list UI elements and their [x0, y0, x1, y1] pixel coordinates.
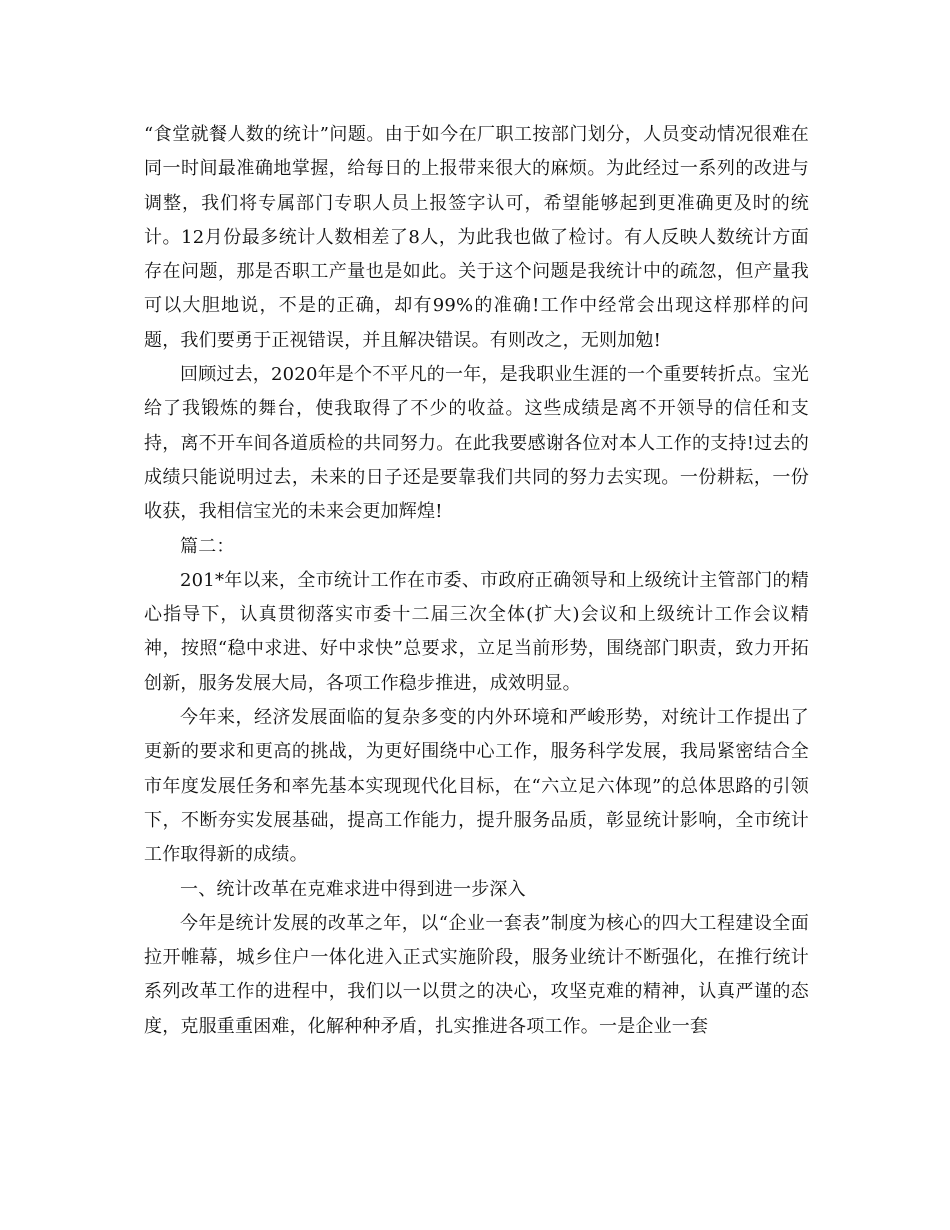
paragraph-reform-year: 今年是统计发展的改革之年，以“企业一套表”制度为核心的四大工程建设全面拉开帷幕，城乡住户一体化进入正式实施阶段，服务业统计不断强化，在推行统计系列改革工作的进程中，我们以一以贯之的决心，攻坚克难的精神，认真严谨的态度，克服重重困难，化解种种矛盾，扎实推进各项工作。一是企业一套 — [144, 912, 809, 1037]
paragraph-city-statistics-intro: 201*年以来，全市统计工作在市委、市政府正确领导和上级统计主管部门的精心指导下，认真贯彻落实市委十二届三次全体(扩大)会议和上级统计工作会议精神，按照“稳中求进、好中求快”总要求，立足当前形势，围绕部门职责，致力开拓创新，服务发展大局，各项工作稳步推进，成效明显。 — [144, 569, 809, 694]
paragraph-this-year-challenges: 今年来，经济发展面临的复杂多变的内外环境和严峻形势，对统计工作提出了更新的要求和更高的挑战，为更好围绕中心工作，服务科学发展，我局紧密结合全市年度发展任务和率先基本实现现代化目标，在“六立足六体现”的总体思路的引领下，不断夯实发展基础，提高工作能力，提升服务品质，彰显统计影响，全市统计工作取得新的成绩。 — [144, 707, 809, 866]
paragraph-review-2020: 回顾过去，2020年是个不平凡的一年，是我职业生涯的一个重要转折点。宝光给了我锻炼的舞台，使我取得了不少的收益。这些成绩是离不开领导的信任和支持，离不开车间各道质检的共同努力。在此我要感谢各位对本人工作的支持!过去的成绩只能说明过去，未来的日子还是要靠我们共同的努力去实现。一份耕耘，一份收获，我相信宝光的未来会更加辉煌! — [144, 364, 810, 523]
section-heading-reform: 一、统计改革在克难求进中得到进一步深入 — [180, 878, 526, 900]
section-heading-part-two: 篇二： — [180, 535, 235, 557]
document-body — [144, 118, 809, 1044]
paragraph-canteen-statistics: “食堂就餐人数的统计”问题。由于如今在厂职工按部门划分，人员变动情况很难在同一时间最准确地掌握，给每日的上报带来很大的麻烦。为此经过一系列的改进与调整，我们将专属部门专职人员上报签字认可，希望能够起到更准确更及时的统计。12月份最多统计人数相差了8人，为此我也做了检讨。有人反映人数统计方面存在问题，那是否职工产量也是如此。关于这个问题是我统计中的疏忽，但产量我可以大胆地说，不是的正确，却有99%的准确!工作中经常会出现这样那样的问题，我们要勇于正视错误，并且解决错误。有则改之，无则加勉! — [144, 124, 809, 351]
